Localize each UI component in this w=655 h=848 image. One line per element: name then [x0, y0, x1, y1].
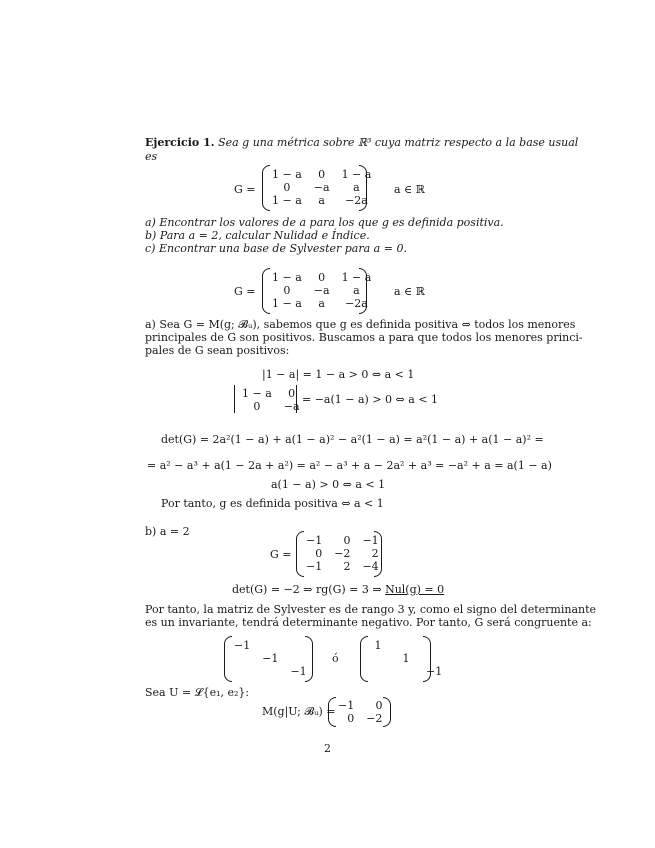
sylvester-matrix-2	[364, 639, 448, 678]
matrix-cell: −1	[338, 699, 355, 712]
matrix-cell: −1	[290, 665, 307, 678]
matrix-cell: −2a	[345, 297, 368, 310]
matrix-cell	[228, 665, 256, 678]
matrix-g-right-paren	[359, 165, 367, 211]
matrix-cell: 1 − a	[272, 271, 302, 284]
matrix-cell: −2	[366, 712, 383, 725]
part-c-statement: c) Encontrar una base de Sylvester para a = 0.	[145, 242, 407, 255]
sylv2-right-paren	[423, 636, 431, 682]
det-line-3: a(1 − a) > 0 ⇔ a < 1	[271, 478, 386, 491]
matrix-cell	[256, 639, 284, 652]
matrix-cell: 0	[343, 534, 351, 547]
matrix-cell: 1 − a	[272, 194, 302, 207]
matrix-mgu	[332, 699, 388, 725]
matrix-cell: 2	[343, 560, 351, 573]
part-a-statement: a) Encontrar los valores de a para los que g es definida positiva.	[145, 216, 504, 229]
minor-1: |1 − a| = 1 − a > 0 ⇔ a < 1	[262, 368, 415, 381]
solution-b-line2: es un invariante, tendrá determinante negativo. Por tanto, G será congruente a:	[145, 616, 592, 629]
matrix-cell: a	[353, 284, 360, 297]
matrix-cell: 0	[318, 271, 326, 284]
matrix-g-solution-right-paren	[359, 268, 367, 314]
mgu-lhs: M(g|U; 𝓑ᵤ) =	[262, 705, 336, 718]
matrix-cell: 0	[375, 699, 383, 712]
matrix-cell: −1	[306, 534, 323, 547]
matrix-cell: 0	[347, 712, 355, 725]
matrix-cell: −2a	[345, 194, 368, 207]
det-g2-line	[232, 583, 444, 596]
matrix-cell: 0	[318, 168, 326, 181]
exercise-statement-line1	[145, 136, 578, 149]
matrix-cell: −a	[283, 400, 300, 413]
matrix-cell: 1 − a	[272, 297, 302, 310]
or-word: ó	[332, 652, 339, 665]
matrix-cell: 1 − a	[341, 168, 372, 181]
solution-b-line1: Por tanto, la matriz de Sylvester es de rango 3 y, como el signo del determinante	[145, 603, 597, 616]
matrix-cell: −1	[306, 560, 323, 573]
matrix-cell: −4	[362, 560, 379, 573]
matrix-g-solution-lhs: G =	[234, 285, 256, 298]
matrix-cell	[392, 665, 420, 678]
exercise-statement: Sea g una métrica sobre ℝ³ cuya matriz respecto a la base usual	[218, 136, 579, 149]
matrix-cell: 0	[283, 181, 291, 194]
solution-a-line3: pales de G sean positivos:	[145, 344, 290, 357]
matrix-cell	[256, 665, 284, 678]
matrix-cell	[364, 665, 392, 678]
matrix-cell: 1	[374, 639, 382, 652]
domain-statement: a ∈ ℝ	[394, 183, 425, 196]
matrix-cell: 0	[253, 400, 261, 413]
matrix-cell: a	[353, 181, 360, 194]
matrix-cell: 1	[402, 652, 410, 665]
matrix-cell: a	[318, 297, 325, 310]
matrix-g2	[300, 534, 385, 573]
sylv1-right-paren	[305, 636, 313, 682]
matrix-cell	[228, 652, 256, 665]
page-number: 2	[324, 742, 331, 755]
matrix-cell: 0	[283, 284, 291, 297]
matrix-cell: 1 − a	[341, 271, 372, 284]
det-line-2: = a² − a³ + a(1 − 2a + a²) = a² − a³ + a − 2a² + a³ = −a² + a = a(1 − a)	[147, 459, 552, 472]
part-b-statement: b) Para a = 2, calcular Nulidad e Índice.	[145, 229, 370, 242]
minor-2-rhs: = −a(1 − a) > 0 ⇔ a < 1	[302, 393, 439, 406]
matrix-cell: 0	[288, 387, 296, 400]
subspace-u: Sea U = 𝓛{e₁, e₂}:	[145, 686, 250, 699]
conclusion-a: Por tanto, g es definida positiva ⇔ a < 1	[161, 497, 384, 510]
matrix-cell: 1 − a	[272, 168, 302, 181]
det-line-1: det(G) = 2a²(1 − a) + a(1 − a)² − a²(1 − a) = a²(1 − a) + a(1 − a)² =	[161, 433, 544, 446]
matrix-cell: −a	[313, 181, 330, 194]
det-left-bar	[234, 385, 235, 413]
matrix-cell: −2	[334, 547, 351, 560]
matrix-g2-right-paren	[374, 531, 382, 577]
exercise-statement-line2: es	[145, 150, 158, 163]
matrix-cell: −a	[313, 284, 330, 297]
matrix-cell: 1 − a	[242, 387, 272, 400]
matrix-cell	[392, 639, 420, 652]
matrix-g-lhs: G =	[234, 183, 256, 196]
matrix-cell	[364, 652, 392, 665]
det-g2: det(G) = −2 ⇒ rg(G) = 3 ⇒	[232, 583, 386, 596]
matrix-cell: a	[318, 194, 325, 207]
matrix-g2-lhs: G =	[270, 548, 292, 561]
matrix-cell: −1	[362, 534, 379, 547]
matrix-cell: −1	[234, 639, 251, 652]
sylvester-matrix-1	[228, 639, 313, 678]
nullity: Nul(g) = 0	[385, 583, 445, 596]
mgu-right-paren	[383, 697, 391, 727]
solution-a-line2: principales de G son positivos. Buscamos a para que todos los menores princi-	[145, 331, 583, 344]
solution-a-line1: a) Sea G = M(g; 𝓑ᵤ), sabemos que g es definida positiva ⇔ todos los menores	[145, 318, 576, 331]
matrix-cell: −1	[426, 665, 443, 678]
det-right-bar	[296, 385, 297, 413]
matrix-cell: 0	[315, 547, 323, 560]
domain-solution: a ∈ ℝ	[394, 285, 425, 298]
matrix-cell: −1	[262, 652, 279, 665]
part-b-label: b) a = 2	[145, 525, 190, 538]
exercise-label: Ejercicio 1.	[145, 136, 215, 149]
matrix-cell: 2	[371, 547, 379, 560]
